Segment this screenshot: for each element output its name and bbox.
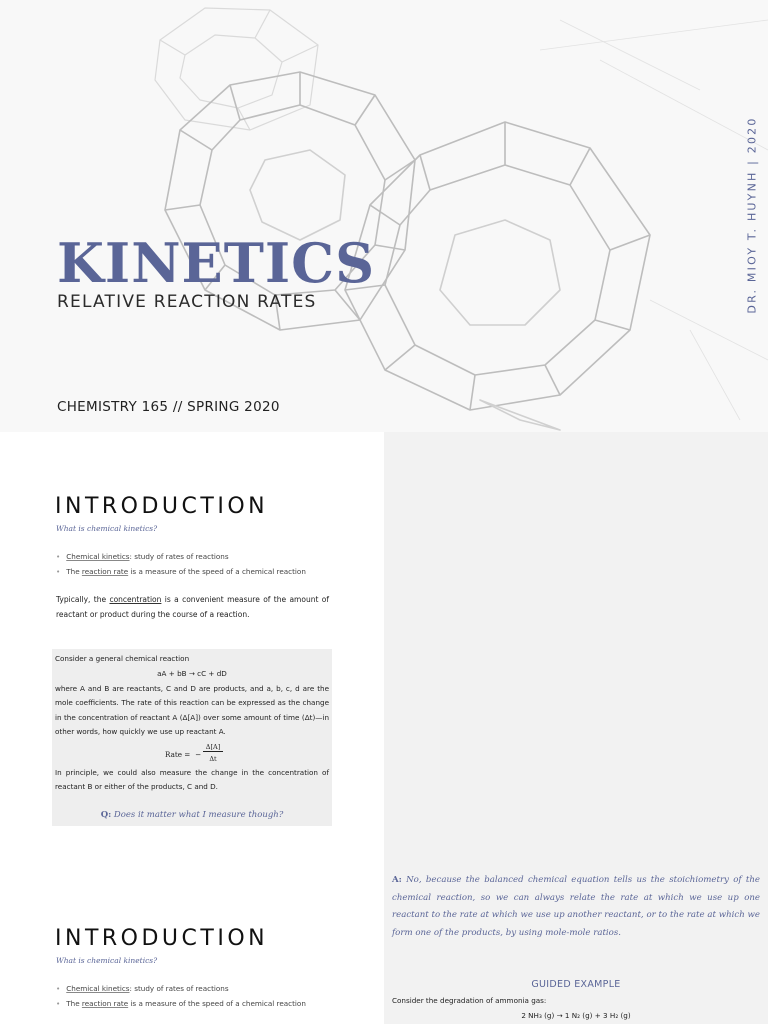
rate-label: Rate =	[165, 750, 191, 759]
question-text: Does it matter what I measure though?	[111, 810, 284, 820]
guided-example-text: Consider the degradation of ammonia gas:	[392, 996, 547, 1005]
box-paragraph-2: In principle, we could also measure the change in the concentration of reactant B or either of the products, C and D.	[55, 768, 329, 792]
rate-numerator: Δ[A]	[203, 743, 223, 752]
answer-text: No, because the balanced chemical equation tells us the stoichiometry of the chemical reaction, so we can always relate the rate at which we use up one reactant to the rate at which we use up another reactant, or to the rate at which we form one of the products, by using mole-mole ratios.	[392, 875, 760, 938]
bullet-text: : study of rates of reactions	[129, 984, 229, 993]
intro2-heading: INTRODUCTION	[55, 926, 269, 951]
bullet-text: is a measure of the speed of a chemical reaction	[128, 999, 306, 1008]
intro2-bullet-list	[56, 984, 356, 1014]
bullet-term: Chemical kinetics	[66, 552, 130, 561]
intro-heading: INTRODUCTION	[55, 494, 269, 519]
list-item	[56, 999, 356, 1008]
answer-paragraph	[392, 872, 760, 942]
para-term: concentration	[109, 595, 162, 604]
bullet-term: Chemical kinetics	[66, 984, 130, 993]
cover-subtitle: RELATIVE REACTION RATES	[57, 292, 317, 312]
box-paragraph-1: where A and B are reactants, C and D are products, and a, b, c, d are the mole coefficients. The rate of this reaction can be expressed as the change in the concentration of reactant A (Δ[A]) over some amount of time (Δt)—in other words, how quickly we use up reactant A.	[55, 684, 329, 736]
intro-subheading: What is chemical kinetics?	[56, 524, 158, 533]
bullet-text: : study of rates of reactions	[129, 552, 229, 561]
rate-minus: −	[195, 750, 202, 759]
bullet-text: is a measure of the speed of a chemical reaction	[128, 567, 306, 576]
rate-denominator: Δt	[209, 755, 217, 763]
answer-label: A:	[392, 875, 402, 885]
general-reaction-box	[52, 649, 332, 826]
bullet-text: The	[66, 567, 82, 576]
intro-bullet-list	[56, 552, 356, 582]
bullet-term: reaction rate	[81, 999, 129, 1008]
bullet-term: reaction rate	[81, 567, 129, 576]
course-label: CHEMISTRY 165 // SPRING 2020	[57, 399, 280, 415]
intro2-subheading: What is chemical kinetics?	[56, 956, 158, 965]
list-item	[56, 567, 356, 576]
cover-title: KINETICS	[57, 231, 376, 295]
general-equation: aA + bB → cC + dD	[157, 669, 227, 678]
question-line	[52, 810, 332, 820]
author-label: DR. MIOY T. HUYNH | 2020	[745, 116, 759, 314]
bullet-text: The	[66, 999, 82, 1008]
list-item	[56, 984, 356, 993]
cover-slide	[0, 0, 768, 432]
rate-equation	[52, 742, 332, 768]
question-label: Q:	[100, 810, 112, 820]
para-text: is a convenient measure of the amount of reactant or product during the course of a reaction.	[56, 595, 329, 619]
concentration-paragraph	[56, 593, 329, 622]
box-intro-line: Consider a general chemical reaction	[55, 654, 190, 663]
dodecahedron-molecule-illustration	[0, 0, 768, 432]
guided-example-title: GUIDED EXAMPLE	[531, 979, 621, 990]
para-text: Typically, the	[56, 595, 110, 604]
list-item	[56, 552, 356, 561]
ammonia-equation: 2 NH₃ (g) → 1 N₂ (g) + 3 H₂ (g)	[521, 1011, 631, 1020]
